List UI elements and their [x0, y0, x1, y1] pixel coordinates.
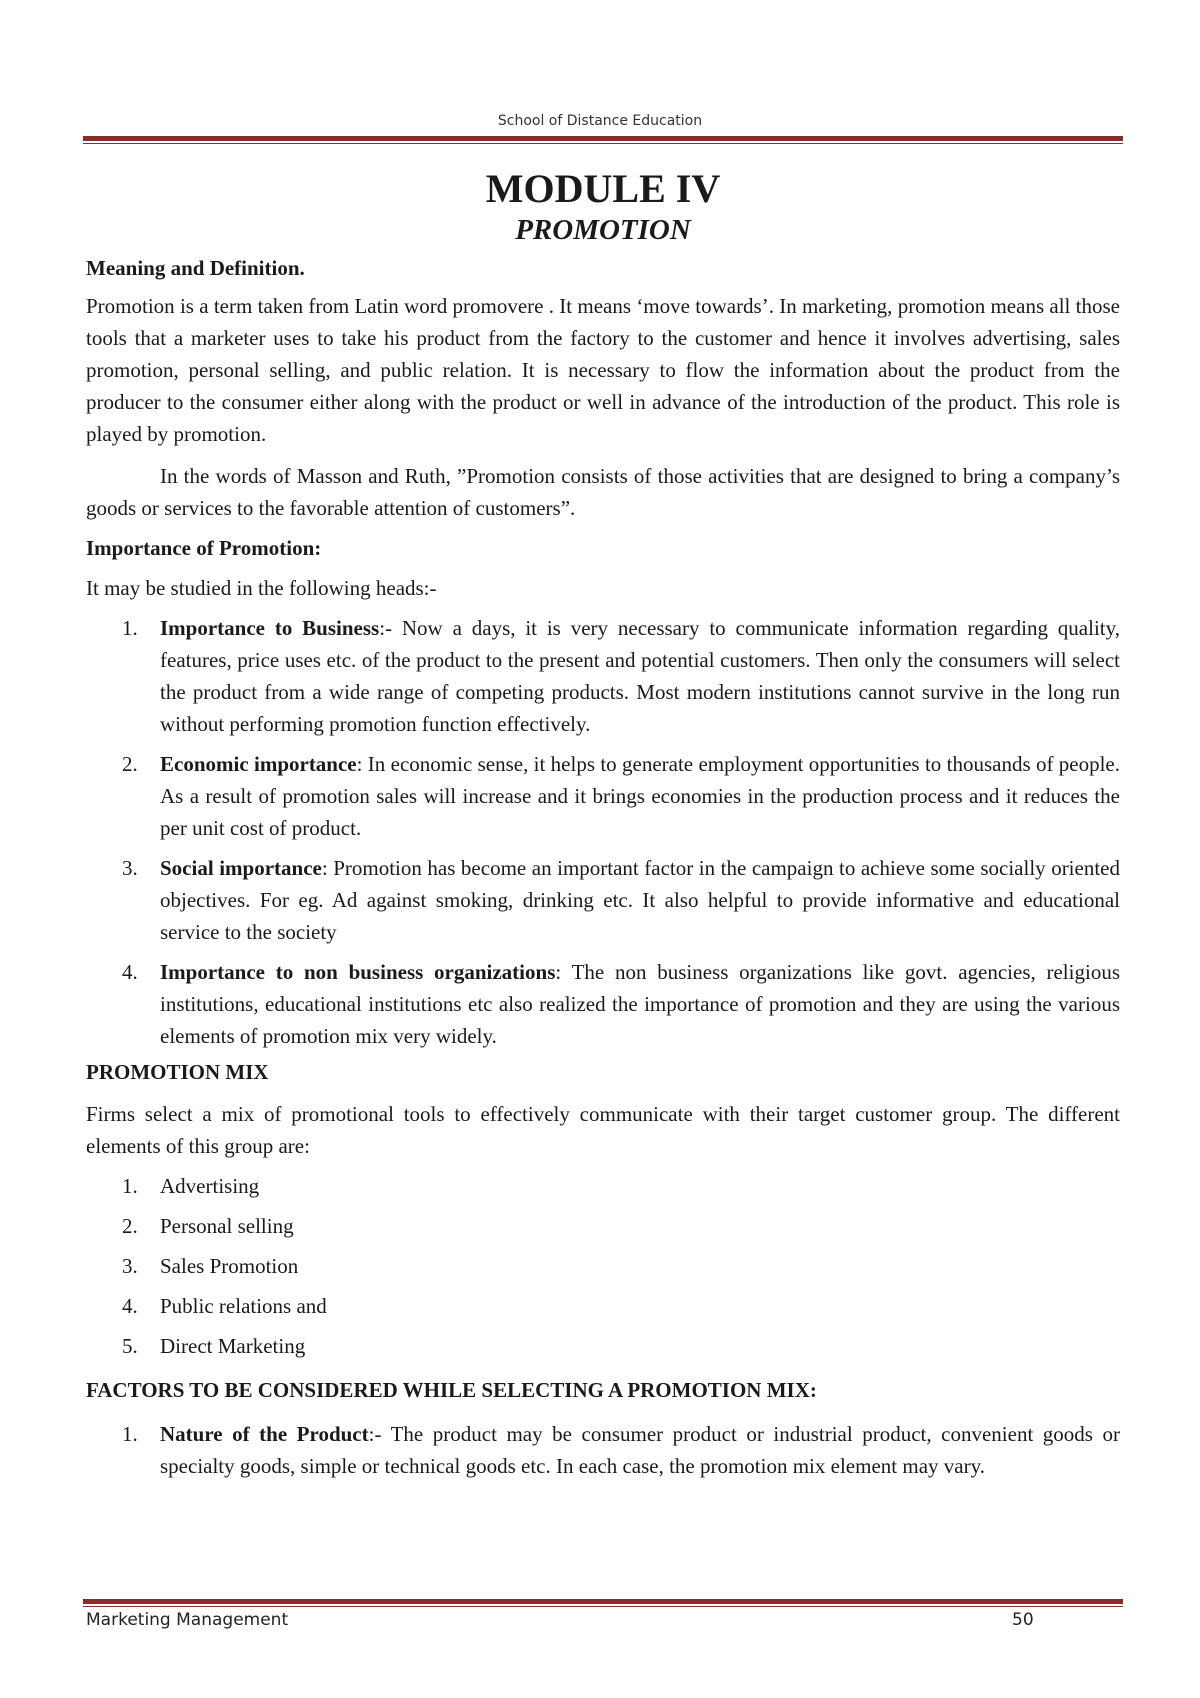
- section-heading-importance: Importance of Promotion:: [86, 536, 322, 560]
- list-item-term: Importance to Business: [160, 616, 380, 640]
- list-item-text: Public relations and: [160, 1294, 327, 1318]
- list-item-text: : Promotion has become an important factor in the campaign to achieve some socially oriented objectives. For eg. Ad against smoking, drinking etc. It also helpful to provide informative and educational service to the society: [160, 856, 1120, 944]
- importance-list: [86, 612, 1120, 1052]
- section-heading-promotion-mix: PROMOTION MIX: [86, 1060, 269, 1084]
- list-item-text: :- Now a days, it is very necessary to communicate information regarding quality, features, price uses etc. of the product to the present and potential customers. Then only the consumers will select the product from a wide range of competing products. Most modern institutions cannot survive in the long run without performing promotion function effectively.: [160, 616, 1121, 736]
- list-number: 4.: [122, 1294, 138, 1318]
- running-header: School of Distance Education: [497, 113, 703, 129]
- section-heading-factors: FACTORS TO BE CONSIDERED WHILE SELECTING A PROMOTION MIX:: [86, 1378, 817, 1402]
- list-number: 4.: [122, 960, 138, 984]
- page-content: [86, 168, 1120, 1482]
- list-item-term: Importance to non business organizations: [160, 960, 556, 984]
- list-item-term: Nature of the Product: [160, 1422, 369, 1446]
- promotion-mix-list: [86, 1170, 1120, 1362]
- list-item-text: Direct Marketing: [160, 1334, 306, 1358]
- list-item: [86, 1290, 1120, 1322]
- factors-list: [86, 1418, 1120, 1482]
- list-number: 5.: [122, 1334, 138, 1358]
- list-item: [86, 1250, 1120, 1282]
- paragraph-importance-intro: It may be studied in the following heads:-: [86, 576, 437, 600]
- list-item: [86, 956, 1120, 1052]
- list-number: 2.: [122, 1214, 138, 1238]
- list-number: 1.: [122, 616, 138, 640]
- list-number: 2.: [122, 752, 138, 776]
- page-number: 50: [1012, 1610, 1034, 1630]
- section-heading-meaning: Meaning and Definition.: [86, 256, 305, 280]
- list-item-text: Personal selling: [160, 1214, 294, 1238]
- list-item: [86, 748, 1120, 844]
- list-item: [86, 1418, 1120, 1482]
- list-item-text: :- The product may be consumer product or industrial product, convenient goods or specialty goods, simple or technical goods etc. In each case, the promotion mix element may vary.: [160, 1422, 1120, 1478]
- list-item: [86, 1330, 1120, 1362]
- paragraph-meaning: Promotion is a term taken from Latin word promovere . It means ‘move towards’. In marketing, promotion means all those tools that a marketer uses to take his product from the factory to the customer and hence it involves advertising, sales promotion, personal selling, and public relation. It is necessary to flow the information about the product from the producer to the consumer either along with the product or well in advance of the introduction of the product. This role is played by promotion.: [86, 294, 1120, 446]
- header-rule: [83, 136, 1123, 144]
- list-item: [86, 612, 1120, 740]
- list-number: 3.: [122, 1254, 138, 1278]
- list-number: 1.: [122, 1174, 138, 1198]
- list-item-text: : The non business organizations like govt. agencies, religious institutions, educational institutions etc also realized the importance of promotion and they are using the various elements of promotion mix very widely.: [160, 960, 1120, 1048]
- list-item-term: Social importance: [160, 856, 322, 880]
- module-subtitle: PROMOTION: [515, 214, 691, 246]
- list-item: [86, 1170, 1120, 1202]
- list-item: [86, 852, 1120, 948]
- footer-course-title: Marketing Management: [86, 1610, 289, 1630]
- list-number: 3.: [122, 856, 138, 880]
- list-item-text: Sales Promotion: [160, 1254, 299, 1278]
- footer-rule: [83, 1599, 1123, 1607]
- paragraph-promotion-mix: Firms select a mix of promotional tools to effectively communicate with their target customer group. The different elements of this group are:: [86, 1102, 1120, 1158]
- list-item-text: : In economic sense, it helps to generate employment opportunities to thousands of people. As a result of promotion sales will increase and it brings economies in the production process and it reduces the per unit cost of product.: [160, 752, 1121, 840]
- list-item: [86, 1210, 1120, 1242]
- list-item-text: Advertising: [160, 1174, 260, 1198]
- module-title: MODULE IV: [485, 166, 721, 211]
- list-number: 1.: [122, 1422, 138, 1446]
- paragraph-definition-quote: In the words of Masson and Ruth, ”Promotion consists of those activities that are designed to bring a company’s goods or services to the favorable attention of customers”.: [86, 464, 1120, 520]
- list-item-term: Economic importance: [160, 752, 357, 776]
